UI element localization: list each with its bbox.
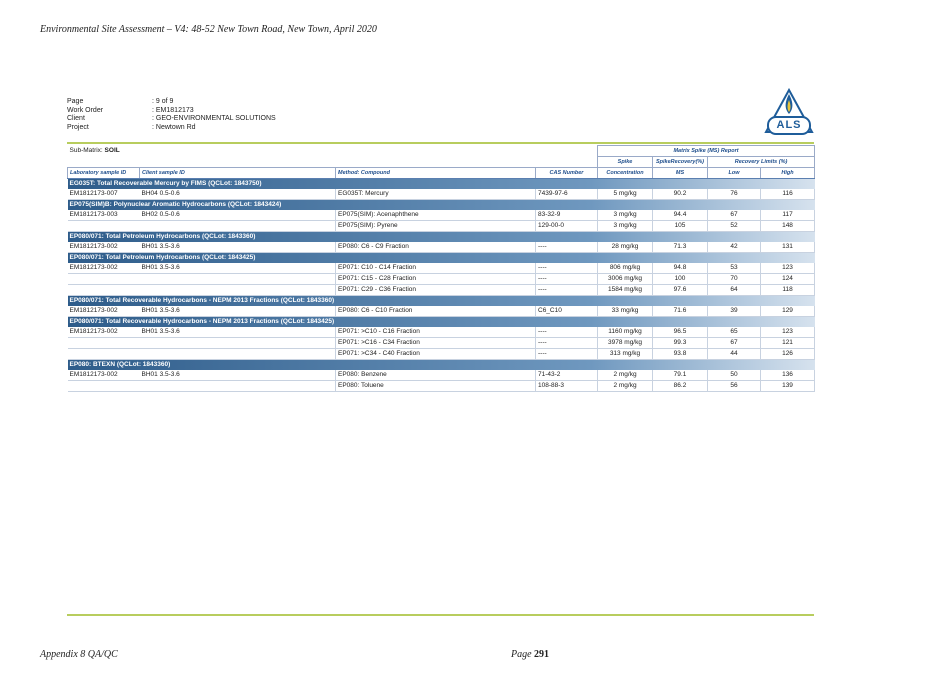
lab-id-cell: [68, 338, 140, 349]
high-cell: 124: [761, 274, 815, 285]
meta-label: Page: [67, 98, 84, 105]
table-row: [68, 263, 815, 274]
method-cell: EP080: Toluene: [336, 381, 536, 392]
qc-group-header: [68, 232, 815, 243]
concentration-cell: 33 mg/kg: [598, 306, 653, 317]
lab-id-cell: EM1812173-002: [68, 263, 140, 274]
table-row: [68, 370, 815, 381]
method-cell: EP071: C15 - C28 Fraction: [336, 274, 536, 285]
logo-text: ALS: [776, 119, 802, 131]
concentration-cell: 3006 mg/kg: [598, 274, 653, 285]
cas-cell: ----: [536, 285, 598, 296]
meta-value: : EM1812173: [152, 106, 194, 114]
low-cell: 44: [708, 349, 761, 360]
meta-label: Project: [67, 123, 89, 131]
cas-cell: ----: [536, 349, 598, 360]
lab-id-cell: [68, 285, 140, 296]
als-logo: [762, 88, 816, 138]
concentration-cell: 1584 mg/kg: [598, 285, 653, 296]
concentration-cell: 313 mg/kg: [598, 349, 653, 360]
high-cell: 116: [761, 189, 815, 200]
meta-label: Work Order: [67, 106, 104, 114]
low-cell: 64: [708, 285, 761, 296]
matrix-spike-table: [67, 145, 815, 392]
table-row: [68, 349, 815, 360]
ms-cell: 94.8: [653, 263, 708, 274]
ms-cell: 100: [653, 274, 708, 285]
method-cell: EP080: Benzene: [336, 370, 536, 381]
footer-rule: [67, 614, 814, 616]
method-cell: EP071: C29 - C36 Fraction: [336, 285, 536, 296]
lab-id-cell: [68, 221, 140, 232]
client-id-cell: [140, 381, 336, 392]
high-cell: 117: [761, 210, 815, 221]
high-cell: 139: [761, 381, 815, 392]
low-cell: 53: [708, 263, 761, 274]
ms-cell: 94.4: [653, 210, 708, 221]
cas-cell: 7439-97-6: [536, 189, 598, 200]
qc-group-title: EP080/071: Total Recoverable Hydrocarbons - NEPM 2013 Fractions (QCLot: 1843360): [68, 296, 815, 307]
meta-row: [67, 107, 276, 116]
cas-cell: 83-32-9: [536, 210, 598, 221]
document-header: Environmental Site Assessment – V4: 48-52 New Town Road, New Town, April 2020: [40, 24, 377, 35]
lab-id-cell: EM1812173-002: [68, 306, 140, 317]
table-row: [68, 285, 815, 296]
cas-cell: ----: [536, 263, 598, 274]
client-id-cell: [140, 349, 336, 360]
table-row: [68, 381, 815, 392]
table-row: [68, 327, 815, 338]
header-rule: [67, 142, 814, 144]
ms-cell: 86.2: [653, 381, 708, 392]
client-id-cell: BH04 0.5-0.6: [140, 189, 336, 200]
meta-value: : 9 of 9: [152, 98, 174, 105]
col-cas: CAS Number: [536, 168, 598, 179]
client-id-cell: BH01 3.5-3.6: [140, 242, 336, 253]
method-cell: EG035T: Mercury: [336, 189, 536, 200]
cas-cell: 129-00-0: [536, 221, 598, 232]
lab-id-cell: EM1812173-007: [68, 189, 140, 200]
col-lab-id: Laboratory sample ID: [68, 168, 140, 179]
lab-id-cell: EM1812173-003: [68, 210, 140, 221]
footer-appendix: Appendix 8 QA/QC: [40, 649, 118, 660]
client-id-cell: [140, 285, 336, 296]
table-row: [68, 338, 815, 349]
qc-group-title: EP080/071: Total Petroleum Hydrocarbons (QCLot: 1843360): [68, 232, 815, 243]
low-cell: 76: [708, 189, 761, 200]
qc-group-title: EP080/071: Total Petroleum Hydrocarbons (QCLot: 1843425): [68, 253, 815, 264]
footer-page: Page 291: [511, 649, 550, 660]
ms-cell: 97.6: [653, 285, 708, 296]
client-id-cell: BH01 3.5-3.6: [140, 306, 336, 317]
method-cell: EP071: >C10 - C16 Fraction: [336, 327, 536, 338]
low-cell: 42: [708, 242, 761, 253]
method-cell: EP071: >C34 - C40 Fraction: [336, 349, 536, 360]
high-cell: 126: [761, 349, 815, 360]
table-row: [68, 306, 815, 317]
method-cell: EP071: >C16 - C34 Fraction: [336, 338, 536, 349]
table-row: [68, 189, 815, 200]
qc-group-header: [68, 179, 815, 190]
low-cell: 50: [708, 370, 761, 381]
concentration-cell: 28 mg/kg: [598, 242, 653, 253]
client-id-cell: [140, 338, 336, 349]
high-cell: 121: [761, 338, 815, 349]
col-low: Low: [708, 168, 761, 179]
spike-recovery-header: SpikeRecovery(%): [653, 157, 708, 168]
concentration-cell: 5 mg/kg: [598, 189, 653, 200]
concentration-cell: 2 mg/kg: [598, 381, 653, 392]
client-id-cell: BH01 3.5-3.6: [140, 263, 336, 274]
ms-cell: 99.3: [653, 338, 708, 349]
recovery-limits-header: Recovery Limits (%): [708, 157, 815, 168]
submatrix-label: Sub-Matrix: SOIL: [68, 146, 336, 157]
client-id-cell: BH02 0.5-0.6: [140, 210, 336, 221]
meta-value: : GEO-ENVIRONMENTAL SOLUTIONS: [152, 115, 276, 122]
high-cell: 129: [761, 306, 815, 317]
qc-group-title: EP080/071: Total Recoverable Hydrocarbons - NEPM 2013 Fractions (QCLot: 1843425): [68, 317, 815, 328]
qc-group-title: EG035T: Total Recoverable Mercury by FIMS (QCLot: 1843750): [68, 179, 815, 190]
cas-cell: ----: [536, 274, 598, 285]
meta-row: [67, 124, 276, 133]
client-id-cell: BH01 3.5-3.6: [140, 370, 336, 381]
ms-cell: 71.6: [653, 306, 708, 317]
concentration-cell: 806 mg/kg: [598, 263, 653, 274]
table-row: [68, 242, 815, 253]
report-meta: [67, 98, 276, 132]
lab-id-cell: [68, 349, 140, 360]
low-cell: 39: [708, 306, 761, 317]
ms-cell: 105: [653, 221, 708, 232]
qc-group-header: [68, 253, 815, 264]
high-cell: 136: [761, 370, 815, 381]
meta-value: : Newtown Rd: [152, 123, 196, 131]
concentration-cell: 3978 mg/kg: [598, 338, 653, 349]
col-concentration: Concentration: [598, 168, 653, 179]
high-cell: 123: [761, 263, 815, 274]
ms-cell: 79.1: [653, 370, 708, 381]
concentration-cell: 3 mg/kg: [598, 221, 653, 232]
method-cell: EP071: C10 - C14 Fraction: [336, 263, 536, 274]
spike-header: Spike: [598, 157, 653, 168]
low-cell: 52: [708, 221, 761, 232]
cas-cell: ----: [536, 242, 598, 253]
meta-label: Client: [67, 115, 85, 122]
cas-cell: ----: [536, 327, 598, 338]
low-cell: 67: [708, 338, 761, 349]
cas-cell: C6_C10: [536, 306, 598, 317]
low-cell: 70: [708, 274, 761, 285]
qc-group-title: EP080: BTEXN (QCLot: 1843360): [68, 360, 815, 371]
qc-group-header: [68, 200, 815, 211]
high-cell: 148: [761, 221, 815, 232]
qc-group-header: [68, 296, 815, 307]
ms-cell: 71.3: [653, 242, 708, 253]
ms-cell: 93.8: [653, 349, 708, 360]
table-row: [68, 221, 815, 232]
cas-cell: ----: [536, 338, 598, 349]
qc-group-title: EP075(SIM)B: Polynuclear Aromatic Hydrocarbons (QCLot: 1843424): [68, 200, 815, 211]
high-cell: 118: [761, 285, 815, 296]
col-high: High: [761, 168, 815, 179]
low-cell: 67: [708, 210, 761, 221]
meta-row: [67, 98, 276, 107]
meta-row: [67, 115, 276, 124]
cas-cell: 71-43-2: [536, 370, 598, 381]
report-title: Matrix Spike (MS) Report: [598, 146, 815, 157]
qc-group-header: [68, 360, 815, 371]
concentration-cell: 2 mg/kg: [598, 370, 653, 381]
cas-cell: 108-88-3: [536, 381, 598, 392]
col-method: Method: Compound: [336, 168, 536, 179]
method-cell: EP075(SIM): Pyrene: [336, 221, 536, 232]
client-id-cell: BH01 3.5-3.6: [140, 327, 336, 338]
client-id-cell: [140, 221, 336, 232]
lab-id-cell: [68, 381, 140, 392]
method-cell: EP080: C6 - C10 Fraction: [336, 306, 536, 317]
ms-cell: 90.2: [653, 189, 708, 200]
lab-id-cell: [68, 274, 140, 285]
ms-cell: 96.5: [653, 327, 708, 338]
low-cell: 56: [708, 381, 761, 392]
high-cell: 123: [761, 327, 815, 338]
concentration-cell: 1160 mg/kg: [598, 327, 653, 338]
lab-id-cell: EM1812173-002: [68, 327, 140, 338]
col-client-id: Client sample ID: [140, 168, 336, 179]
client-id-cell: [140, 274, 336, 285]
low-cell: 65: [708, 327, 761, 338]
table-row: [68, 210, 815, 221]
col-ms: MS: [653, 168, 708, 179]
qc-group-header: [68, 317, 815, 328]
lab-id-cell: EM1812173-002: [68, 370, 140, 381]
method-cell: EP080: C6 - C9 Fraction: [336, 242, 536, 253]
concentration-cell: 3 mg/kg: [598, 210, 653, 221]
high-cell: 131: [761, 242, 815, 253]
lab-id-cell: EM1812173-002: [68, 242, 140, 253]
table-row: [68, 274, 815, 285]
method-cell: EP075(SIM): Acenaphthene: [336, 210, 536, 221]
